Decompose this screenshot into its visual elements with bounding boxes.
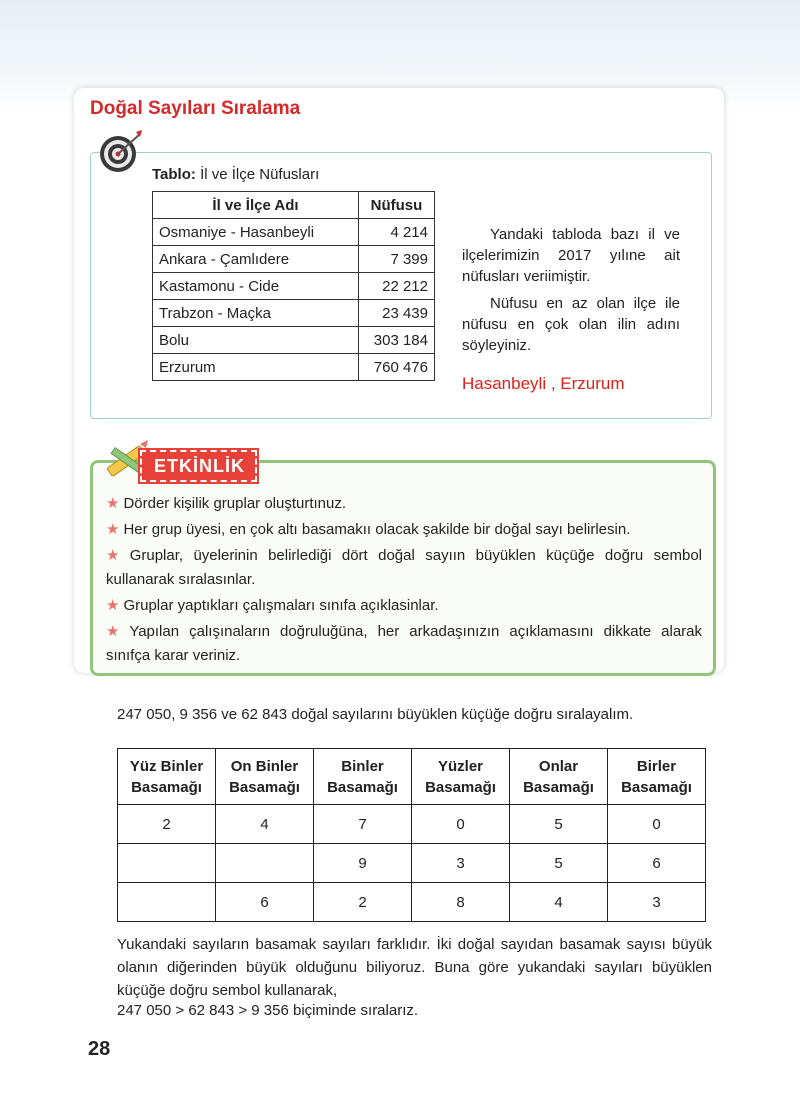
digit-cell — [118, 883, 216, 922]
table-row — [153, 300, 435, 327]
place-header-line2: Basamağı — [621, 778, 692, 796]
row-name: Bolu — [153, 327, 359, 354]
table-header-name: İl ve İlçe Adı — [153, 192, 359, 219]
list-item-text: Gruplar, üyelerinin belirlediği dört doğal sayıın büyüklen küçüğe doğru sembol kullanarak sıralasınlar. — [106, 547, 703, 588]
row-value: 7 399 — [359, 246, 435, 273]
explanation-text: Yukandaki sayıların basamak sayıları farklıdır. İki doğal sayıdan basamak sayısı büyük olanın diğerinden büyük olduğunu biliyoruz. Buna göre yukandaki sayıları büyüklen küçüğe doğru sembol kullanarak, — [117, 936, 712, 999]
row-name: Ankara - Çamlıdere — [153, 246, 359, 273]
star-icon: ★ — [106, 597, 120, 614]
row-name: Kastamonu - Cide — [153, 273, 359, 300]
digit-cell: 6 — [608, 844, 706, 883]
row-value: 4 214 — [359, 219, 435, 246]
table-row — [153, 327, 435, 354]
question-paragraph-2: Nüfusu en az olan ilçe ile nüfusu en çok olan ilin adını söyleyiniz. — [462, 295, 680, 354]
question-paragraph-1: Yandaki tabloda bazı il ve ilçelerimizin 2017 yılıne ait nüfusları veriimiştir. — [462, 226, 680, 285]
list-item-text: Her grup üyesi, en çok altı basamakıı olacak şakilde bir doğal sayı belirlesin. — [123, 521, 631, 538]
place-header-line1: Yüzler — [437, 757, 483, 775]
table-row — [153, 246, 435, 273]
etkinlik-badge: ETKİNLİK — [140, 450, 257, 482]
digit-cell: 6 — [216, 883, 314, 922]
digit-cell: 4 — [216, 805, 314, 844]
digit-cell: 5 — [510, 805, 608, 844]
row-value: 760 476 — [359, 354, 435, 381]
table-caption-label: Tablo: — [152, 166, 196, 183]
table-row — [153, 273, 435, 300]
place-header — [118, 749, 216, 805]
place-value-table — [117, 748, 706, 922]
place-header — [510, 749, 608, 805]
place-header — [608, 749, 706, 805]
digit-cell: 9 — [314, 844, 412, 883]
place-header-line2: Basamağı — [523, 778, 594, 796]
list-item — [106, 544, 702, 592]
list-item-text: Yapılan çalışınaların doğruluğüna, her arkadaşınızın açıklamasını dikkate alarak sınıfça karar veriniz. — [106, 623, 702, 664]
digit-cell: 2 — [118, 805, 216, 844]
table-row — [153, 219, 435, 246]
row-value: 23 439 — [359, 300, 435, 327]
digit-cell: 3 — [412, 844, 510, 883]
digit-cell — [118, 844, 216, 883]
dartboard-icon — [96, 128, 144, 176]
intro-sentence: 247 050, 9 356 ve 62 843 doğal sayılarını büyüklen küçüğe doğru sıralayalım. — [117, 706, 634, 723]
place-header-line1: Binler — [341, 757, 384, 775]
place-header-line1: Birler — [636, 757, 677, 775]
page-number: 28 — [88, 1038, 111, 1060]
table-row — [118, 883, 706, 922]
list-item — [106, 594, 702, 618]
table-caption-text: İl ve İlçe Nüfusları — [200, 166, 320, 183]
section-title: Doğal Sayıları Sıralama — [90, 98, 301, 119]
etkinlik-list — [106, 492, 702, 670]
table-row — [118, 805, 706, 844]
digit-cell: 0 — [412, 805, 510, 844]
table-header-population: Nüfusu — [359, 192, 435, 219]
place-header-line2: Basamağı — [327, 778, 398, 796]
digit-cell: 5 — [510, 844, 608, 883]
place-header — [216, 749, 314, 805]
list-item — [106, 492, 702, 516]
handwritten-answer: Hasanbeyli , Erzurum — [462, 374, 625, 393]
star-icon: ★ — [106, 495, 120, 512]
table-row — [118, 844, 706, 883]
star-icon: ★ — [106, 547, 126, 564]
place-header-line1: Onlar — [538, 757, 579, 775]
list-item-text: Gruplar yaptıkları çalışmaları sınıfa açıklasinlar. — [123, 597, 439, 614]
place-header-line2: Basamağı — [425, 778, 496, 796]
result-sentence: 247 050 > 62 843 > 9 356 biçiminde sıralarız. — [117, 1002, 419, 1019]
digit-cell: 7 — [314, 805, 412, 844]
population-table — [152, 191, 435, 381]
row-value: 22 212 — [359, 273, 435, 300]
question-text — [462, 224, 680, 362]
list-item-text: Dörder kişilik gruplar oluşturtınuz. — [123, 495, 347, 512]
digit-cell: 3 — [608, 883, 706, 922]
place-header — [412, 749, 510, 805]
place-header — [314, 749, 412, 805]
table-row — [153, 354, 435, 381]
digit-cell: 2 — [314, 883, 412, 922]
row-name: Osmaniye - Hasanbeyli — [153, 219, 359, 246]
row-name: Trabzon - Maçka — [153, 300, 359, 327]
list-item — [106, 620, 702, 668]
digit-cell: 4 — [510, 883, 608, 922]
digit-cell: 0 — [608, 805, 706, 844]
star-icon: ★ — [106, 521, 120, 538]
row-name: Erzurum — [153, 354, 359, 381]
place-header-line1: On Binler — [230, 757, 299, 775]
explanation-paragraph — [117, 933, 712, 1002]
place-header-line2: Basamağı — [229, 778, 300, 796]
star-icon: ★ — [106, 623, 126, 640]
digit-cell — [216, 844, 314, 883]
place-header-line1: Yüz Binler — [129, 757, 204, 775]
table-caption — [152, 166, 319, 183]
list-item — [106, 518, 702, 542]
row-value: 303 184 — [359, 327, 435, 354]
place-header-line2: Basamağı — [131, 778, 202, 796]
digit-cell: 8 — [412, 883, 510, 922]
